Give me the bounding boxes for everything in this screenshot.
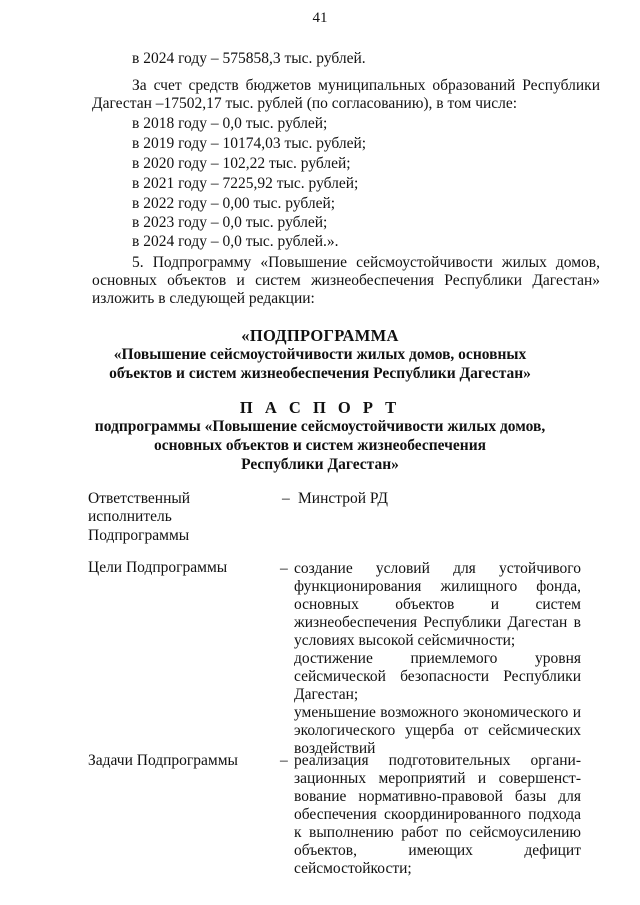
subprogram-title: «ПОДПРОГРАММА: [241, 326, 399, 345]
passport-subtitle: подпрограммы «Повышение сейсмоустойчивости жилых домов,: [94, 418, 546, 435]
goals-line: уменьшение возможного экономического и: [294, 704, 581, 721]
goals-value: [294, 560, 581, 758]
goals-line: воздействий: [294, 740, 376, 757]
executor-value: Минстрой РД: [298, 490, 388, 507]
subprogram-subtitle: объектов и систем жизнеобеспечения Республики Дагестан»: [109, 365, 531, 382]
tasks-line: к выполнению работ по сейсмоусилению: [294, 824, 581, 841]
intro-line: Дагестан –17502,17 тыс. рублей (по согласованию), в том числе:: [92, 95, 518, 112]
year-line: в 2022 году – 0,00 тыс. рублей;: [132, 195, 336, 212]
tasks-value: [294, 752, 581, 878]
paragraph-5-line: изложить в следующей редакции:: [92, 290, 315, 307]
page-number: 41: [312, 10, 328, 26]
year-line: в 2020 году – 102,22 тыс. рублей;: [132, 155, 351, 172]
goals-line: Дагестан;: [294, 686, 359, 703]
goals-label: Цели Подпрограммы: [88, 559, 228, 576]
year-line: в 2023 году – 0,0 тыс. рублей;: [132, 214, 328, 231]
executor-label: Подпрограммы: [88, 527, 190, 544]
goals-line: создание условий для устойчивого: [294, 560, 581, 577]
goals-line: достижение приемлемого уровня: [294, 650, 581, 667]
goals-line: сейсмической безопасности Республики: [294, 668, 581, 685]
tasks-dash: –: [280, 752, 288, 769]
year-line: в 2019 году – 10174,03 тыс. рублей;: [132, 135, 367, 152]
paragraph-5-line: основных объектов и систем жизнеобеспечения Республики Дагестан»: [92, 272, 600, 289]
tasks-label: Задачи Подпрограммы: [88, 752, 238, 769]
tasks-line: зационных мероприятий и совершенст-: [294, 770, 581, 787]
goals-line: условиях высокой сейсмичности;: [294, 632, 516, 649]
intro-line: За счет средств бюджетов муниципальных образований Республики: [132, 77, 600, 94]
executor-label: Ответственный: [88, 490, 191, 507]
year-line: в 2018 году – 0,0 тыс. рублей;: [132, 115, 328, 132]
tasks-line: обеспечения скоординированного подхода: [294, 806, 581, 823]
passport-title: П А С П О Р Т: [239, 398, 401, 417]
passport-subtitle: основных объектов и систем жизнеобеспечения: [153, 437, 487, 454]
executor-label: исполнитель: [88, 508, 172, 525]
subprogram-subtitle: «Повышение сейсмоустойчивости жилых домов, основных: [113, 346, 527, 363]
passport-subtitle: Республики Дагестан»: [241, 456, 399, 473]
tasks-line: вование нормативно-правовой базы для: [294, 788, 581, 805]
tasks-line: реализация подготовительных органи-: [294, 752, 581, 769]
intro-line: в 2024 году – 575858,3 тыс. рублей.: [132, 50, 366, 67]
tasks-line: сейсмостойкости;: [294, 860, 412, 877]
paragraph-5-line: 5. Подпрограмму «Повышение сейсмоустойчивости жилых домов,: [132, 254, 600, 271]
year-line: в 2024 году – 0,0 тыс. рублей.».: [132, 233, 339, 250]
goals-line: основных объектов и систем: [294, 596, 581, 613]
tasks-line: объектов, имеющих дефицит: [294, 842, 581, 859]
goals-line: функционирования жилищного фонда,: [294, 578, 581, 595]
goals-line: экологического ущерба от сейсмических: [294, 722, 581, 739]
executor-dash: –: [282, 490, 290, 507]
year-line: в 2021 году – 7225,92 тыс. рублей;: [132, 175, 359, 192]
goals-line: жизнеобеспечения Республики Дагестан в: [294, 614, 581, 631]
goals-dash: –: [280, 560, 288, 577]
